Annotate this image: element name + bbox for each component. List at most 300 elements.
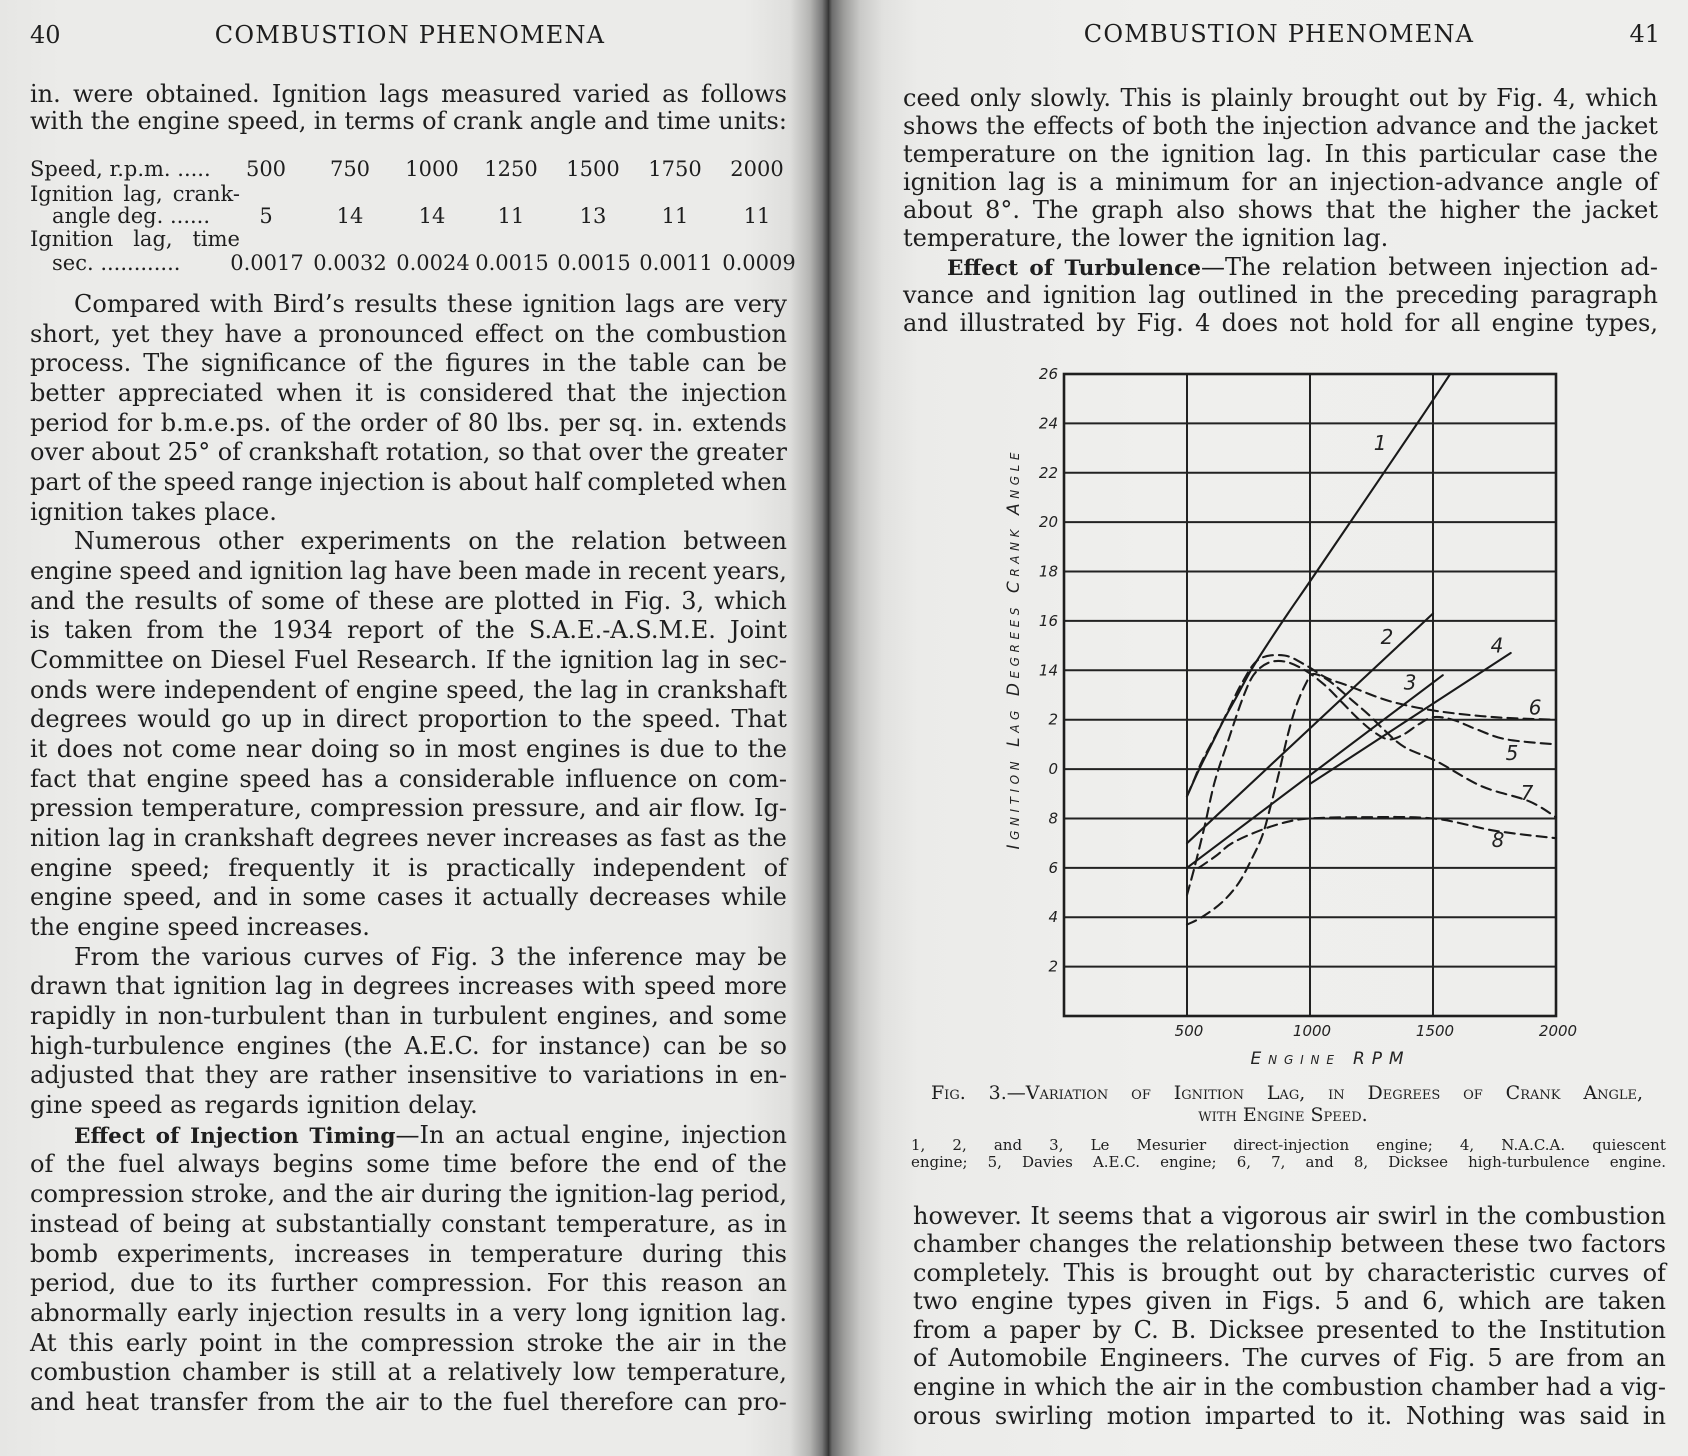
table-row-label: sec. ............ <box>52 251 181 275</box>
word <box>218 438 241 468</box>
text-run: of <box>711 1150 735 1179</box>
text-run: on <box>172 646 202 675</box>
word <box>1503 253 1608 281</box>
word <box>210 290 263 320</box>
word <box>1422 1287 1445 1316</box>
paragraph <box>913 1202 1666 1431</box>
word <box>137 108 219 135</box>
text-run: can <box>662 1031 707 1060</box>
text-line <box>913 1230 1666 1259</box>
word <box>527 1329 604 1359</box>
text-run: pro- <box>737 1387 787 1416</box>
word <box>1549 1259 1629 1288</box>
text-run: be <box>757 349 787 378</box>
text-run: lbs. <box>507 408 551 437</box>
text-run: paragraph <box>1530 280 1658 309</box>
running-head: COMBUSTION PHENOMENA <box>214 21 606 49</box>
text-run: lag <box>580 675 618 704</box>
text-run: angle <box>529 107 597 135</box>
text-run: advance <box>1375 112 1477 141</box>
word <box>515 527 554 557</box>
word <box>757 349 787 379</box>
word <box>988 1154 1002 1171</box>
text-run: are <box>684 290 725 318</box>
y-axis-label: Ignition Lag Degrees Crank Angle <box>1004 452 1024 850</box>
word <box>146 765 228 795</box>
word <box>432 468 452 498</box>
word <box>985 196 1020 224</box>
text-run: injection <box>681 379 787 408</box>
text-run: vig- <box>1621 1373 1666 1402</box>
text-run: cases <box>376 883 444 912</box>
text-line <box>30 108 787 135</box>
text-run: completed <box>587 468 715 497</box>
word <box>503 824 618 854</box>
text-run: so <box>760 1031 787 1060</box>
word <box>173 972 266 1002</box>
text-run: of <box>358 349 382 378</box>
word <box>648 794 681 824</box>
text-run: some <box>261 586 325 615</box>
text-run: which <box>1034 1373 1107 1402</box>
word <box>30 765 76 795</box>
word <box>1153 112 1208 140</box>
text-run: the <box>334 1180 374 1209</box>
text-run: The <box>1032 196 1079 225</box>
word <box>443 1150 497 1180</box>
text-line <box>30 409 787 439</box>
text-run: in <box>1309 280 1333 309</box>
word <box>149 1388 247 1418</box>
bold-run-in-heading: Effect <box>74 1123 146 1149</box>
word <box>1404 309 1439 337</box>
word <box>1263 112 1368 140</box>
text-run: is <box>300 1358 321 1387</box>
text-run: engine <box>146 764 229 793</box>
word <box>748 1329 787 1359</box>
text-run: of <box>1463 1082 1483 1104</box>
word <box>112 320 149 350</box>
word <box>386 379 406 409</box>
text-run: Ignition <box>1173 1082 1244 1104</box>
word <box>690 794 746 824</box>
text-run: of <box>763 853 787 882</box>
text-run: compression <box>30 1180 184 1209</box>
text-run: is <box>30 616 50 645</box>
word <box>663 1032 706 1062</box>
word <box>669 1002 714 1032</box>
word <box>653 409 684 439</box>
text-run: the <box>512 646 552 675</box>
word <box>754 794 787 824</box>
word <box>547 1269 588 1299</box>
text-run: combustion <box>30 1358 172 1387</box>
text-run: pronounced <box>318 319 464 348</box>
text-run: —The <box>1201 252 1271 281</box>
text-run: of <box>87 468 111 497</box>
word <box>1583 1082 1643 1105</box>
text-run: Bird’s <box>272 290 345 318</box>
word <box>1120 84 1171 112</box>
word <box>87 765 136 795</box>
bold-run-in-heading: Effect <box>947 255 1019 281</box>
word <box>191 1180 275 1210</box>
text-run: engine, <box>580 1120 671 1149</box>
word <box>30 1210 119 1240</box>
text-run: the <box>151 942 191 971</box>
word <box>320 1061 397 1091</box>
text-run: had <box>1545 1373 1592 1402</box>
word <box>1553 84 1576 112</box>
text-line <box>30 765 787 795</box>
word <box>692 409 787 439</box>
word <box>1468 1154 1590 1171</box>
text-run: an <box>757 1269 787 1298</box>
text-run: as <box>726 1209 754 1238</box>
text-run: may <box>694 942 746 971</box>
text-run: shows <box>1237 196 1313 225</box>
text-run: and <box>604 107 650 135</box>
word <box>237 1032 332 1062</box>
text-run: also <box>1176 196 1225 225</box>
text-run: independent <box>164 675 317 704</box>
text-run: engine <box>355 675 439 704</box>
text-run: lags <box>379 80 429 108</box>
table-cell: 13 <box>579 204 607 228</box>
text-run: ignition <box>249 557 343 586</box>
text-run: speed; <box>130 853 211 882</box>
y-tick-label: 18 <box>1038 562 1058 581</box>
word <box>438 616 461 646</box>
text-run: 5, <box>987 1153 1002 1171</box>
word <box>199 1329 262 1359</box>
word <box>1329 1402 1353 1431</box>
text-run: be <box>757 942 787 971</box>
word <box>1525 1202 1666 1231</box>
word <box>30 676 88 706</box>
word <box>205 1061 258 1091</box>
word <box>269 883 292 913</box>
text-run: obtained. <box>145 80 260 108</box>
text-run: curves <box>1548 1258 1630 1287</box>
word <box>444 587 484 617</box>
word <box>294 646 348 676</box>
text-run: the <box>1114 1373 1155 1402</box>
text-run: range <box>241 468 313 497</box>
bold-run-in-heading: of <box>155 1123 180 1149</box>
word <box>492 1032 527 1062</box>
text-run: abnormally <box>30 1298 168 1327</box>
word <box>361 1329 515 1359</box>
word <box>91 438 160 468</box>
text-run: the <box>90 107 131 135</box>
word <box>117 1240 275 1270</box>
word <box>170 1091 197 1121</box>
text-run: nition <box>30 824 101 853</box>
word <box>271 1269 358 1299</box>
text-run: 7, <box>1271 1153 1286 1171</box>
word <box>495 1121 570 1151</box>
word <box>123 735 163 765</box>
y-tick-label: 22 <box>1038 463 1058 482</box>
word <box>1451 309 1481 337</box>
text-run: and <box>197 557 243 586</box>
word <box>947 253 1018 283</box>
word <box>602 1269 647 1299</box>
text-run: which <box>1458 1287 1531 1316</box>
text-run: for <box>1404 308 1440 337</box>
text-run: engine <box>30 557 113 586</box>
text-run: the <box>985 112 1026 141</box>
y-tick-label: 6 <box>1048 858 1058 877</box>
word <box>568 943 683 973</box>
text-run: 6, <box>1422 1287 1445 1316</box>
text-run: was <box>1518 1401 1566 1430</box>
word <box>1034 1373 1107 1402</box>
word <box>559 409 600 439</box>
word <box>458 972 573 1002</box>
text-run: 3.—Variation <box>988 1082 1109 1104</box>
text-run: in <box>1225 1287 1249 1316</box>
text-run: as <box>713 824 740 853</box>
word <box>30 1329 57 1359</box>
text-run: higher <box>1439 196 1520 225</box>
word <box>431 943 478 973</box>
word <box>952 1137 966 1154</box>
text-run: has <box>321 764 364 793</box>
word <box>1610 1154 1666 1171</box>
word <box>366 1150 430 1180</box>
text-run: injection <box>1262 112 1369 141</box>
word <box>433 1002 547 1032</box>
text-line <box>30 1150 787 1180</box>
text-run: a <box>489 1298 504 1327</box>
text-run: frequently <box>228 853 355 882</box>
text-line <box>30 676 787 706</box>
word <box>577 349 616 379</box>
word <box>30 587 75 617</box>
word <box>1222 1202 1327 1231</box>
word <box>1216 112 1255 140</box>
text-run: transfer <box>149 1387 248 1416</box>
word <box>30 705 127 735</box>
word <box>913 1344 936 1373</box>
text-run: ceed <box>903 84 961 112</box>
word <box>1367 1082 1440 1105</box>
word <box>712 1329 735 1359</box>
ignition-lag-chart <box>980 340 1580 1080</box>
text-run: gine <box>30 1091 83 1120</box>
word <box>662 81 689 108</box>
text-run: lag <box>349 557 388 586</box>
word <box>300 527 451 557</box>
text-run: increases <box>502 824 619 853</box>
text-run: From <box>74 942 140 971</box>
text-run: units: <box>718 107 787 135</box>
curve-label-4: 4 <box>1490 633 1504 658</box>
text-run: before <box>509 1150 589 1179</box>
word <box>1506 1082 1561 1105</box>
word <box>202 943 291 973</box>
word <box>74 290 200 320</box>
word <box>1409 84 1449 112</box>
text-run: a <box>982 1315 998 1344</box>
word <box>161 320 214 350</box>
text-run: very <box>513 1298 567 1327</box>
word <box>446 854 575 884</box>
text-run: Compared <box>74 290 201 318</box>
text-run: the <box>1618 140 1658 169</box>
word <box>30 81 61 108</box>
text-run: engine; <box>911 1153 968 1171</box>
text-run: fuel <box>118 1150 165 1179</box>
text-run: and <box>1305 1153 1334 1171</box>
word <box>377 883 444 913</box>
text-run: onds <box>30 675 88 704</box>
text-run: all <box>1450 308 1481 337</box>
text-line <box>30 290 787 320</box>
word <box>681 379 786 409</box>
text-run: in <box>712 1328 736 1357</box>
text-run: some <box>366 1150 430 1179</box>
text-line <box>30 1091 787 1121</box>
text-run: Joint <box>730 616 787 645</box>
word <box>368 587 434 617</box>
word <box>512 646 551 676</box>
word <box>69 1329 114 1359</box>
x-axis-label: Engine RPM <box>1250 1049 1404 1069</box>
word <box>1584 112 1658 140</box>
text-run: high-turbulence <box>1468 1153 1590 1171</box>
text-run: Fig. <box>430 942 479 971</box>
text-run: is <box>630 735 651 764</box>
word <box>453 108 522 135</box>
word <box>30 794 133 824</box>
curve-label-2: 2 <box>1380 624 1394 649</box>
text-run: in <box>268 883 292 912</box>
word <box>913 1202 1022 1231</box>
text-line <box>903 140 1658 168</box>
word <box>660 824 705 854</box>
word <box>1598 1287 1666 1316</box>
text-run: rather <box>319 1061 397 1090</box>
text-run: in <box>542 349 566 378</box>
text-run: injection <box>681 1120 787 1149</box>
word <box>300 1358 320 1388</box>
text-run: brought <box>1302 84 1400 112</box>
text-run: engine. <box>1609 1153 1666 1171</box>
text-line <box>30 854 787 884</box>
text-run: lag. <box>1267 140 1313 169</box>
text-line <box>913 1373 1666 1402</box>
word <box>77 913 159 943</box>
word <box>471 1240 624 1270</box>
text-run: degrees <box>321 824 419 853</box>
text-run: swirling <box>994 1401 1094 1430</box>
curve-label-5: 5 <box>1505 741 1519 766</box>
text-run: 3, <box>1049 1136 1064 1154</box>
text-run: by <box>1096 308 1126 337</box>
text-run: the <box>30 913 70 942</box>
word <box>903 140 1056 168</box>
table-cell: 750 <box>329 157 371 181</box>
word <box>727 1210 754 1240</box>
text-run: a <box>422 1358 437 1387</box>
table-cell: 0.0011 <box>639 251 713 275</box>
text-line <box>30 1180 787 1210</box>
word <box>273 290 345 320</box>
word <box>1336 1202 1369 1231</box>
word <box>137 705 211 735</box>
word <box>1431 1373 1538 1402</box>
text-run: Dicksee <box>1388 1153 1448 1171</box>
word <box>30 735 47 765</box>
text-run: begins <box>272 1150 354 1179</box>
text-run: 5 <box>1334 1287 1351 1316</box>
text-run: lags <box>625 290 676 318</box>
text-run: engine <box>77 913 160 942</box>
text-run: temperature <box>470 1239 624 1268</box>
text-run: other <box>218 527 284 556</box>
word <box>748 1150 787 1180</box>
text-run: paper <box>1009 1315 1081 1344</box>
text-run: ignition <box>1161 140 1256 169</box>
text-run: the <box>1071 224 1111 253</box>
text-run: taken <box>1597 1287 1666 1316</box>
text-run: of <box>129 1209 153 1238</box>
text-run: pression <box>30 794 134 823</box>
word <box>441 1210 546 1240</box>
word <box>261 587 325 617</box>
text-run: the <box>85 586 125 615</box>
word <box>108 824 145 854</box>
bold-run-in-heading: Timing <box>309 1123 396 1149</box>
text-run: com- <box>728 764 787 793</box>
word <box>30 854 112 884</box>
text-run: by <box>1324 1258 1354 1287</box>
word <box>1552 140 1606 168</box>
text-run: Davies <box>1022 1153 1073 1171</box>
word <box>1393 1344 1416 1373</box>
text-line <box>903 112 1658 140</box>
word <box>319 320 464 350</box>
text-run: imparted <box>1204 1401 1316 1430</box>
text-run: lag <box>275 972 313 1001</box>
word <box>517 943 556 973</box>
text-run: in <box>1642 1401 1666 1430</box>
x-tick-label: 500 <box>1174 1022 1204 1040</box>
word <box>530 108 597 135</box>
page-number: 41 <box>1629 19 1660 48</box>
text-run: fact <box>30 764 77 793</box>
text-run: Crank <box>1505 1082 1561 1104</box>
text-run: heat <box>85 1387 140 1416</box>
word <box>1267 1082 1305 1105</box>
word <box>30 1240 98 1270</box>
table-cell: 1750 <box>648 157 702 181</box>
word <box>598 557 621 587</box>
word <box>970 84 1021 112</box>
text-run: combustion <box>1281 1373 1423 1402</box>
table-cell: 0.0015 <box>557 251 631 275</box>
text-run: direct <box>335 705 408 734</box>
word <box>660 735 705 765</box>
word <box>1537 112 1576 140</box>
word <box>486 646 504 676</box>
text-run: the <box>747 824 787 853</box>
text-run: the <box>515 527 555 556</box>
text-run: crankshaft <box>183 824 314 853</box>
